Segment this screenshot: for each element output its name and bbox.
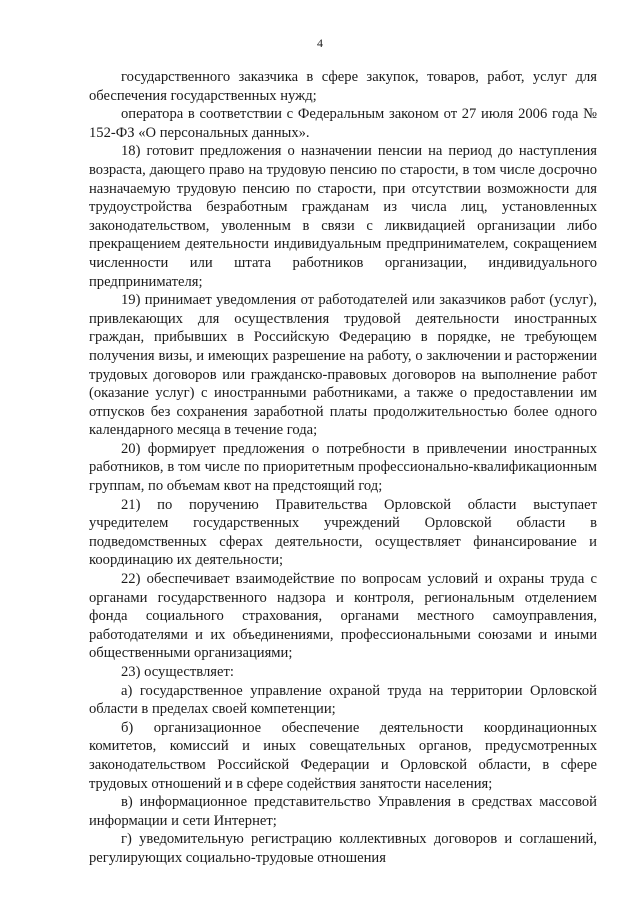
paragraph-item-23: 23) осуществляет: xyxy=(121,664,234,680)
paragraph-item-23g: г) уведомительную регистрацию коллективных договоров и соглашений, регулирующих социально-трудовые отношения xyxy=(89,831,597,866)
paragraph-item-22: 22) обеспечивает взаимодействие по вопросам условий и охраны труда с органами государственного надзора и контроля, региональным отделением фонда социального страхования, органами местного самоуправления, работодателями и их объединениями, профессиональными союзами и иными общественными организациями; xyxy=(89,571,597,662)
page-number: 4 xyxy=(317,36,323,50)
paragraph-item-18: 18) готовит предложения о назначении пенсии на период до наступления возраста, дающего право на трудовую пенсию по старости, в том числе досрочно назначаемую трудовую пенсию по старости, при отсутствии возможности для трудоустройства безработным гражданам из числа лиц, установленных законодательством, уволенным в связи с ликвидацией организации либо прекращением деятельности индивидуальным предпринимателем, сокращением численности или штата работников организации, индивидуального предпринимателя; xyxy=(89,143,597,290)
paragraph-operator: оператора в соответствии с Федеральным законом от 27 июля 2006 года № 152-ФЗ «О персональных данных». xyxy=(89,106,597,141)
paragraph-item-20: 20) формирует предложения о потребности в привлечении иностранных работников, в том числе по приоритетным профессионально-квалификационным группам, по объемам квот на предстоящий год; xyxy=(89,440,597,495)
paragraph-item-23a: а) государственное управление охраной труда на территории Орловской области в пределах своей компетенции; xyxy=(89,682,597,718)
paragraph-item-21: 21) по поручению Правительства Орловской области выступает учредителем государственных учреждений Орловской области в подведомственных сферах деятельности, осуществляет финансирование и координацию их деятельности; xyxy=(89,496,597,569)
paragraph-continuation: государственного заказчика в сфере закупок, товаров, работ, услуг для обеспечения государственных нужд; xyxy=(89,69,597,104)
paragraph-item-19: 19) принимает уведомления от работодателей или заказчиков работ (услуг), привлекающих для осуществления трудовой деятельности иностранных граждан, прибывших в Российскую Федерацию в порядке, не требующем получения визы, и имеющих разрешение на работу, о заключении и расторжении трудовых договоров или гражданско-правовых договоров на выполнение работ (оказание услуг) с иностранными работниками, а также о предоставлении им отпусков без сохранения заработной платы продолжительностью более одного календарного месяца в течение года; xyxy=(89,292,597,439)
paragraph-item-23b: б) организационное обеспечение деятельности координационных комитетов, комиссий и иных совещательных органов, предусмотренных законодательством Российской Федерации и Орловской области, в сфере трудовых отношений и в сфере содействия занятости населения; xyxy=(89,719,597,792)
paragraph-item-23v: в) информационное представительство Управления в средствах массовой информации и сети Интернет; xyxy=(89,794,597,829)
document-body xyxy=(89,68,597,868)
